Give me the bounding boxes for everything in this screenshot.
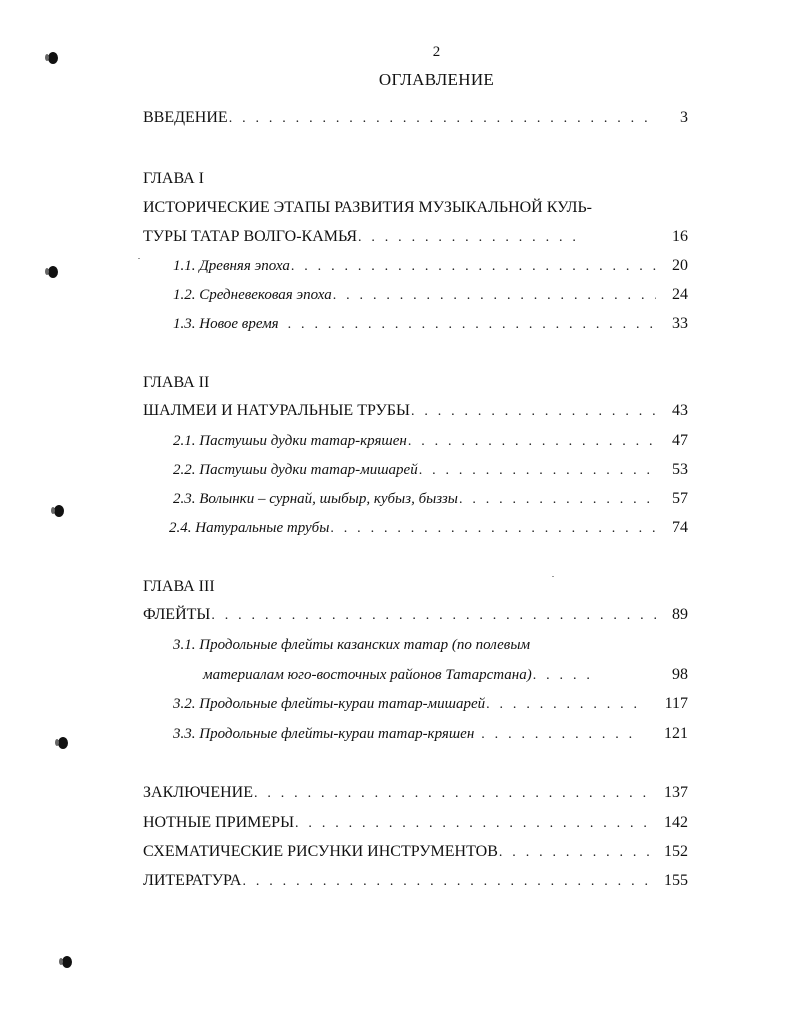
punch-hole-3	[54, 505, 64, 517]
leader-dots	[254, 786, 656, 802]
leader-dots	[358, 230, 586, 246]
toc-entry-page: 121	[664, 725, 688, 742]
toc-entry-page: 74	[672, 519, 688, 536]
toc-entry-3-3[interactable]	[173, 725, 688, 747]
toc-entry-page: 155	[664, 872, 688, 889]
toc-entry-page: 142	[664, 814, 688, 831]
toc-entry-page: 98	[672, 666, 688, 683]
toc-entry-chapter1[interactable]	[143, 228, 688, 250]
leader-dots	[288, 317, 656, 333]
toc-entry-page: 137	[664, 784, 688, 801]
toc-entry-1-3[interactable]	[173, 315, 688, 337]
toc-title: ОГЛАВЛЕНИЕ	[378, 70, 495, 89]
punch-hole-4	[58, 737, 68, 749]
toc-entry-label: 2.3. Волынки – сурнай, шыбыр, кубыз, быззы	[173, 491, 458, 507]
toc-entry-3-2[interactable]	[173, 695, 688, 717]
chapter2-heading: ГЛАВА II	[143, 374, 210, 391]
leader-dots	[411, 404, 656, 420]
toc-entry-page: 3	[680, 109, 688, 126]
toc-entry-label: 2.2. Пастушьи дудки татар-мишарей	[173, 462, 418, 478]
leader-dots	[229, 111, 656, 127]
toc-entry-page: 53	[672, 461, 688, 478]
toc-entry-page: 24	[672, 286, 688, 303]
toc-entry-label: 1.2. Средневековая эпоха	[173, 287, 332, 303]
toc-entry-1-1[interactable]	[173, 257, 688, 279]
leader-dots	[242, 874, 656, 890]
leader-dots	[486, 697, 646, 713]
chapter1-heading: ГЛАВА I	[143, 170, 204, 187]
toc-entry-chapter2[interactable]	[143, 402, 688, 424]
leader-dots	[459, 492, 656, 508]
toc-entry-label: 1.3. Новое время	[173, 316, 279, 332]
toc-entry-label: ТУРЫ ТАТАР ВОЛГО-КАМЬЯ	[143, 228, 357, 245]
leader-dots	[533, 668, 593, 684]
leader-dots	[481, 727, 636, 743]
toc-entry-label: НОТНЫЕ ПРИМЕРЫ	[143, 814, 295, 831]
toc-entry-chapter3[interactable]	[143, 606, 688, 628]
leader-dots	[419, 463, 656, 479]
toc-entry-label: 1.1. Древняя эпоха	[173, 258, 290, 274]
toc-entry-label: 3.3. Продольные флейты-кураи татар-кряшен	[173, 726, 475, 742]
toc-entry-2-1[interactable]	[173, 432, 688, 454]
punch-hole-5	[62, 956, 72, 968]
toc-entry-1-2[interactable]	[173, 286, 688, 308]
toc-entry-2-4[interactable]	[169, 519, 688, 541]
toc-entry-page: 43	[672, 402, 688, 419]
toc-entry-literature[interactable]	[143, 872, 688, 894]
leader-dots	[295, 816, 656, 832]
toc-entry-music-examples[interactable]	[143, 814, 688, 836]
toc-entry-label: ЛИТЕРАТУРА	[143, 872, 242, 889]
toc-entry-page: 117	[664, 695, 688, 712]
toc-entry-label: материалам юго-восточных районов Татарстана)	[203, 667, 532, 683]
toc-entry-intro[interactable]	[143, 109, 688, 131]
toc-entry-label: ВВЕДЕНИЕ	[143, 109, 228, 126]
scan-speck	[552, 576, 554, 577]
toc-entry-label: СХЕМАТИЧЕСКИЕ РИСУНКИ ИНСТРУМЕНТОВ	[143, 843, 498, 860]
page-number: 2	[432, 44, 441, 60]
toc-entry-conclusion[interactable]	[143, 784, 688, 806]
chapter3-heading: ГЛАВА III	[143, 578, 215, 595]
toc-entry-page: 16	[672, 228, 688, 245]
leader-dots	[408, 434, 656, 450]
leader-dots	[291, 259, 656, 275]
toc-entry-page: 20	[672, 257, 688, 274]
toc-entry-3-1[interactable]	[203, 666, 688, 688]
chapter1-title-line1: ИСТОРИЧЕСКИЕ ЭТАПЫ РАЗВИТИЯ МУЗЫКАЛЬНОЙ КУЛЬ-	[143, 199, 592, 216]
leader-dots	[499, 845, 656, 861]
leader-dots	[211, 608, 656, 624]
toc-entry-page: 47	[672, 432, 688, 449]
toc-entry-2-3[interactable]	[173, 490, 688, 512]
toc-entry-label: 2.4. Натуральные трубы	[169, 520, 330, 536]
punch-hole-2	[48, 266, 58, 278]
toc-entry-label: ЗАКЛЮЧЕНИЕ	[143, 784, 253, 801]
leader-dots	[333, 288, 656, 304]
leader-dots	[330, 521, 656, 537]
toc-entry-page: 57	[672, 490, 688, 507]
toc-entry-2-2[interactable]	[173, 461, 688, 483]
scan-speck	[138, 258, 140, 259]
toc-entry-page: 33	[672, 315, 688, 332]
toc-entry-page: 152	[664, 843, 688, 860]
toc-entry-label: 3.2. Продольные флейты-кураи татар-мишарей	[173, 696, 486, 712]
toc-entry-3-1-line1: 3.1. Продольные флейты казанских татар (по полевым	[173, 637, 531, 653]
toc-entry-instrument-drawings[interactable]	[143, 843, 688, 865]
toc-entry-page: 89	[672, 606, 688, 623]
toc-entry-label: ШАЛМЕИ И НАТУРАЛЬНЫЕ ТРУБЫ	[143, 402, 410, 419]
toc-entry-label: ФЛЕЙТЫ	[143, 606, 211, 623]
toc-entry-label: 2.1. Пастушьи дудки татар-кряшен	[173, 433, 407, 449]
